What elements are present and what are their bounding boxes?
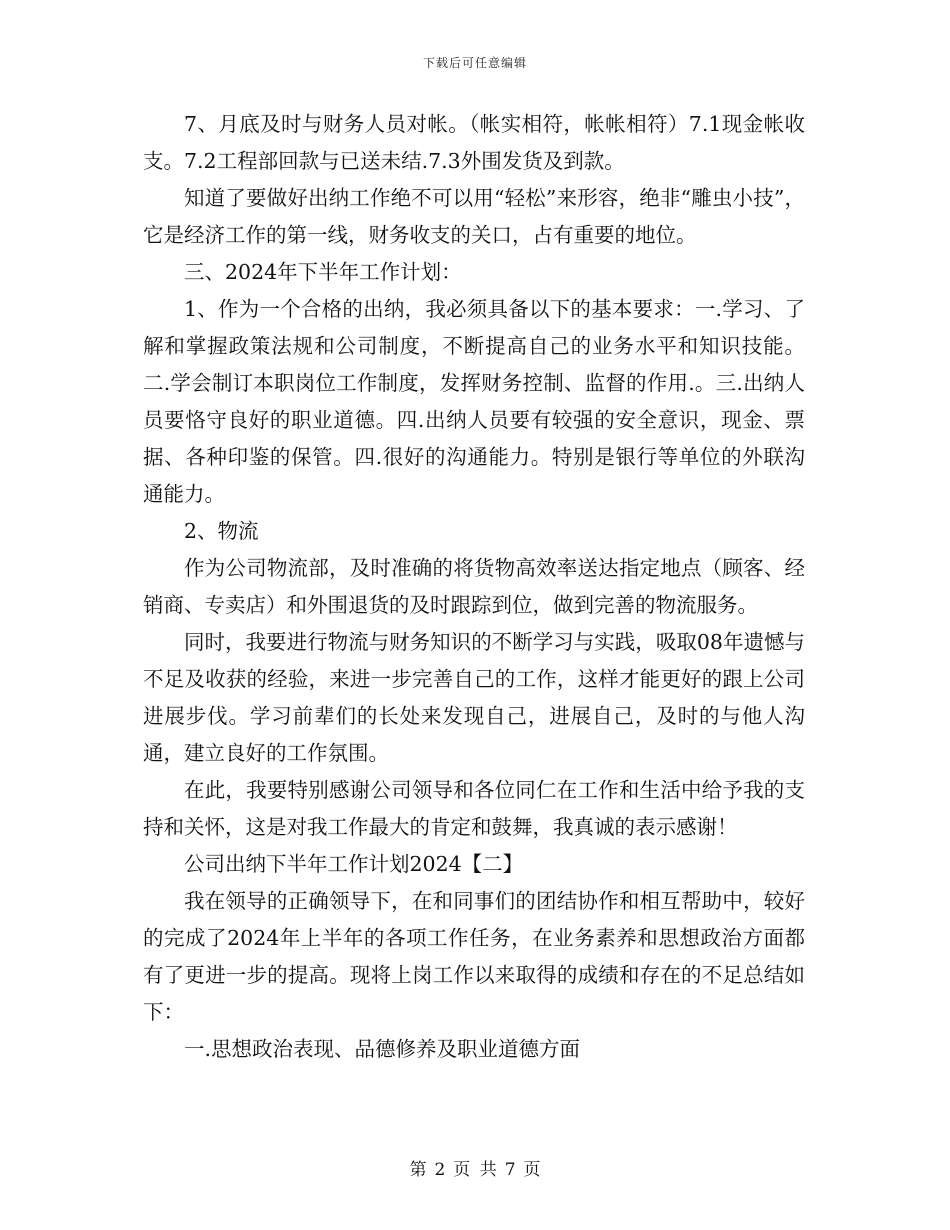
header-note: 下载后可任意编辑 [422, 56, 527, 70]
paragraph-thanks: 在此，我要特别感谢公司领导和各位同仁在工作和生活中给予我的支持和关怀，这是对我工作最大的肯定和鼓舞，我真诚的表示感谢！ [143, 778, 805, 839]
paragraph-logistics-dept: 作为公司物流部，及时准确的将货物高效率送达指定地点（顾客、经销商、专卖店）和外围退货的及时跟踪到位，做到完善的物流服务。 [143, 556, 805, 617]
footer-page-number: 2 [434, 1160, 446, 1180]
paragraph-requirements: 1、作为一个合格的出纳，我必须具备以下的基本要求：一.学习、了解和掌握政策法规和公司制度，不断提高自己的业务水平和知识技能。二.学会制订本职岗位工作制度，发挥财务控制、监督的作用.。三.出纳人员要恪守良好的职业道德。四.出纳人员要有较强的安全意识，现金、票据、各种印鉴的保管。四.很好的沟通能力。特别是银行等单位的外联沟通能力。 [143, 297, 805, 506]
page-footer [0, 1155, 950, 1180]
section-title-part-two: 公司出纳下半年工作计划2024【二】 [184, 852, 524, 876]
subheading-political: 一.思想政治表现、品德修养及职业道德方面 [184, 1037, 581, 1061]
paragraph-cashier-importance: 知道了要做好出纳工作绝不可以用“轻松”来形容，绝非“雕虫小技”，它是经济工作的第一线，财务收支的关口，占有重要的地位。 [143, 186, 805, 247]
subheading-logistics: 2、物流 [184, 519, 259, 543]
footer-suffix: 页 [523, 1160, 541, 1180]
footer-mid: 页 共 [453, 1160, 497, 1180]
section-heading-plan: 三、2024年下半年工作计划： [184, 260, 462, 284]
document-body [143, 106, 805, 1068]
paragraph-learning: 同时，我要进行物流与财务知识的不断学习与实践，吸取08年遗憾与不足及收获的经验，来进一步完善自己的工作，这样才能更好的跟上公司进展步伐。学习前辈们的长处来发现自己，进展自己，及时的与他人沟通，建立良好的工作氛围。 [143, 630, 805, 765]
footer-prefix: 第 [409, 1160, 427, 1180]
footer-total-pages: 7 [504, 1160, 516, 1180]
paragraph-summary-intro: 我在领导的正确领导下，在和同事们的团结协作和相互帮助中，较好的完成了2024年上半年的各项工作任务，在业务素养和思想政治方面都有了更进一步的提高。现将上岗工作以来取得的成绩和存在的不足总结如下： [143, 889, 805, 1024]
paragraph-reconciliation: 7、月底及时与财务人员对帐。（帐实相符，帐帐相符）7.1现金帐收支。7.2工程部回款与已送未结.7.3外围发货及到款。 [143, 112, 805, 173]
